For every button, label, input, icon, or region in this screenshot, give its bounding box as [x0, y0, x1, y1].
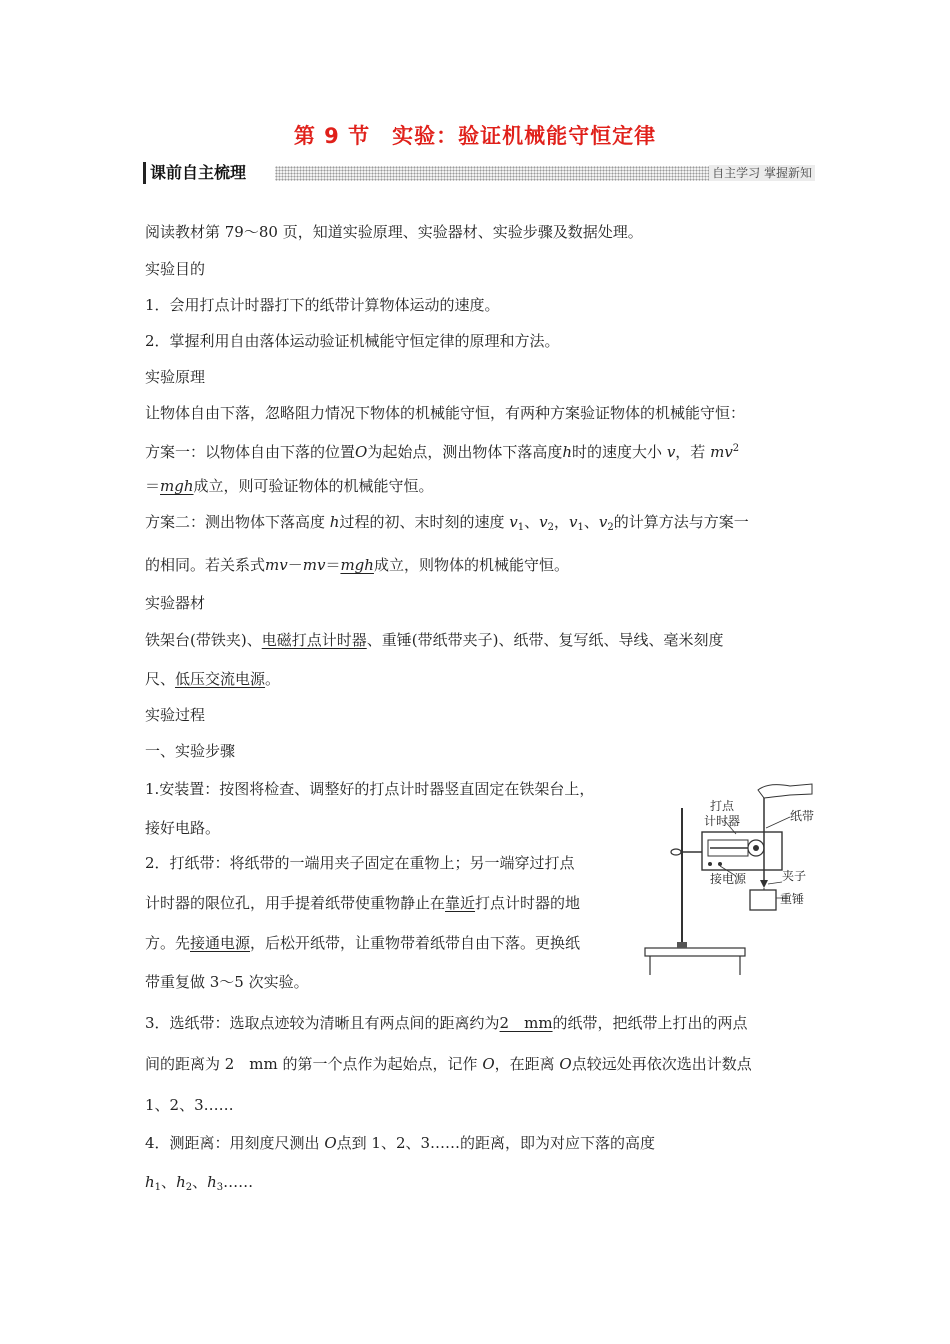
text: 、重锤(带纸带夹子)、纸带、复写纸、导线、毫米刻度 — [366, 631, 724, 649]
apparatus-figure — [640, 780, 820, 980]
label-timer-1: 打点 — [710, 799, 735, 813]
subscript: 2 — [547, 522, 554, 533]
section-banner — [143, 162, 815, 184]
plan-one-line-1 — [145, 439, 739, 462]
text: 尺、 — [145, 670, 176, 688]
label-power: 接电源 — [710, 872, 747, 886]
step2-line-1: 2．打纸带：将纸带的一端用夹子固定在重物上；另一端穿过打点 — [145, 854, 575, 872]
var-v: v — [509, 513, 518, 531]
clamp-knob — [671, 849, 681, 855]
leader-line — [768, 882, 782, 884]
underlined-answer: 电磁打点计时器 — [261, 631, 367, 649]
equipment-line-2 — [145, 669, 280, 689]
var-mv: mv — [302, 556, 326, 574]
purpose-item-1: 1．会用打点计时器打下的纸带计算物体运动的速度。 — [145, 296, 500, 314]
underlined-answer: 低压交流电源 — [175, 670, 266, 688]
text: ，若 — [675, 443, 706, 461]
equipment-line-1 — [145, 630, 723, 650]
page-title: 第 9 节 实验：验证机械能守恒定律 — [293, 124, 657, 148]
var-h: h — [176, 1173, 186, 1191]
text: － — [287, 556, 303, 574]
var-h: h — [207, 1173, 217, 1191]
text: ＝ — [325, 556, 341, 574]
subscript: 3 — [216, 1182, 224, 1193]
step2-line-3 — [145, 933, 580, 953]
underlined-answer: 靠近 — [445, 894, 476, 912]
subscript: 2 — [185, 1182, 193, 1193]
var-mv: mv — [265, 556, 288, 574]
terminal — [718, 862, 722, 866]
heading-purpose: 实验目的 — [145, 260, 206, 278]
var-v: v — [539, 513, 548, 531]
text: ，在距离 — [494, 1055, 555, 1073]
text: …… — [223, 1173, 254, 1191]
step1-line-2: 接好电路。 — [145, 819, 221, 837]
stand-foot — [677, 942, 687, 948]
text: 4．测距离：用刻度尺测出 — [145, 1134, 320, 1152]
underlined-answer: 接通电源 — [190, 934, 251, 952]
text: 成立，则可验证物体的机械能守恒。 — [193, 477, 434, 495]
var-O: O — [355, 443, 368, 461]
label-timer-2: 计时器 — [704, 814, 741, 828]
text: 方。先 — [145, 934, 191, 952]
banner-tag: 自主学习 掌握新知 — [709, 165, 815, 181]
base-plate — [645, 948, 745, 956]
heavy-weight — [750, 890, 776, 910]
step3-line-2 — [145, 1054, 752, 1074]
text: ，后松开纸带，让重物带着纸带自由下落。更换纸 — [250, 934, 581, 952]
text: 点到 1、2、3……的距离，即为对应下落的高度 — [336, 1134, 656, 1152]
superscript: 2 — [732, 443, 740, 454]
var-O: O — [482, 1055, 495, 1073]
text: 、 — [524, 513, 540, 531]
var-O: O — [324, 1134, 337, 1152]
text: 间的距离为 2 mm 的第一个点作为起始点，记作 — [145, 1055, 478, 1073]
subscript: 1 — [154, 1182, 162, 1193]
banner-label: 课前自主梳理 — [143, 162, 252, 184]
purpose-item-2: 2．掌握利用自由落体运动验证机械能守恒定律的原理和方法。 — [145, 332, 560, 350]
subscript: 1 — [577, 522, 584, 533]
text: 、 — [583, 513, 599, 531]
heading-principle: 实验原理 — [145, 368, 206, 386]
hand-icon — [758, 784, 812, 798]
underlined-answer: 2 mm — [499, 1014, 553, 1032]
plan-two-line-2 — [145, 555, 569, 575]
text: 为起始点，测出物体下落高度 — [367, 443, 563, 461]
label-tape: 纸带 — [790, 809, 815, 823]
principle-text: 让物体自由下落，忽略阻力情况下物体的机械能守恒，有两种方案验证物体的机械能守恒： — [145, 404, 746, 422]
clip-icon — [760, 880, 768, 888]
var-mgh: mgh — [160, 477, 194, 495]
terminal — [708, 862, 712, 866]
text: 方案一：以物体自由下落的位置 — [145, 443, 356, 461]
text: 铁架台(带铁夹)、 — [145, 631, 262, 649]
text: 点较远处再依次选出计数点 — [571, 1055, 752, 1073]
text: 的纸带，把纸带上打出的两点 — [552, 1014, 748, 1032]
text: 。 — [265, 670, 281, 688]
plan-one-line-2 — [145, 476, 434, 496]
text: 成立，则物体的机械能守恒。 — [373, 556, 569, 574]
var-v: v — [569, 513, 578, 531]
text: 时的速度大小 — [572, 443, 663, 461]
var-h: h — [562, 443, 573, 461]
text: 计时器的限位孔，用手提着纸带使重物静止在 — [145, 894, 446, 912]
label-clip: 夹子 — [782, 869, 807, 883]
var-h: h — [329, 513, 340, 531]
text: 的相同。若关系式 — [145, 556, 266, 574]
step1-line-1: 1.安装置：按图将检查、调整好的打点计时器竖直固定在铁架台上， — [145, 780, 595, 798]
var-mv: mv — [710, 443, 733, 461]
text: 过程的初、末时刻的速度 — [339, 513, 505, 531]
step3-line-1 — [145, 1013, 748, 1033]
text: ， — [554, 513, 570, 531]
step2-line-4: 带重复做 3～5 次实验。 — [145, 973, 309, 991]
text: 打点计时器的地 — [475, 894, 581, 912]
subscript: 2 — [607, 522, 614, 533]
var-v: v — [666, 443, 676, 461]
text: 的计算方法与方案一 — [613, 513, 749, 531]
heading-process: 实验过程 — [145, 706, 206, 724]
heading-equipment: 实验器材 — [145, 594, 206, 612]
step3-line-3: 1、2、3…… — [145, 1096, 234, 1114]
step4-line-2: $h_1$、$h_2$、$h_3\dots\dots$ — [145, 1173, 254, 1193]
apparatus-diagram — [640, 780, 820, 980]
leader-line — [766, 817, 790, 828]
disc-center — [753, 845, 759, 851]
text: 方案二：测出物体下落高度 — [145, 513, 326, 531]
heading-steps: 一、实验步骤 — [145, 742, 236, 760]
subscript: 1 — [517, 522, 525, 533]
text: ＝ — [145, 477, 161, 495]
step4-line-1 — [145, 1133, 655, 1153]
text: 3．选纸带：选取点迹较为清晰且有两点间的距离约为 — [145, 1014, 500, 1032]
plan-two-line-1 — [145, 512, 749, 538]
step2-line-2 — [145, 893, 580, 913]
var-v: v — [598, 513, 608, 531]
var-h: h — [145, 1173, 155, 1191]
label-weight: 重锤 — [780, 892, 805, 906]
var-O: O — [559, 1055, 572, 1073]
intro-text: 阅读教材第 79～80 页，知道实验原理、实验器材、实验步骤及数据处理。 — [145, 223, 643, 241]
var-mgh: mgh — [340, 556, 374, 574]
